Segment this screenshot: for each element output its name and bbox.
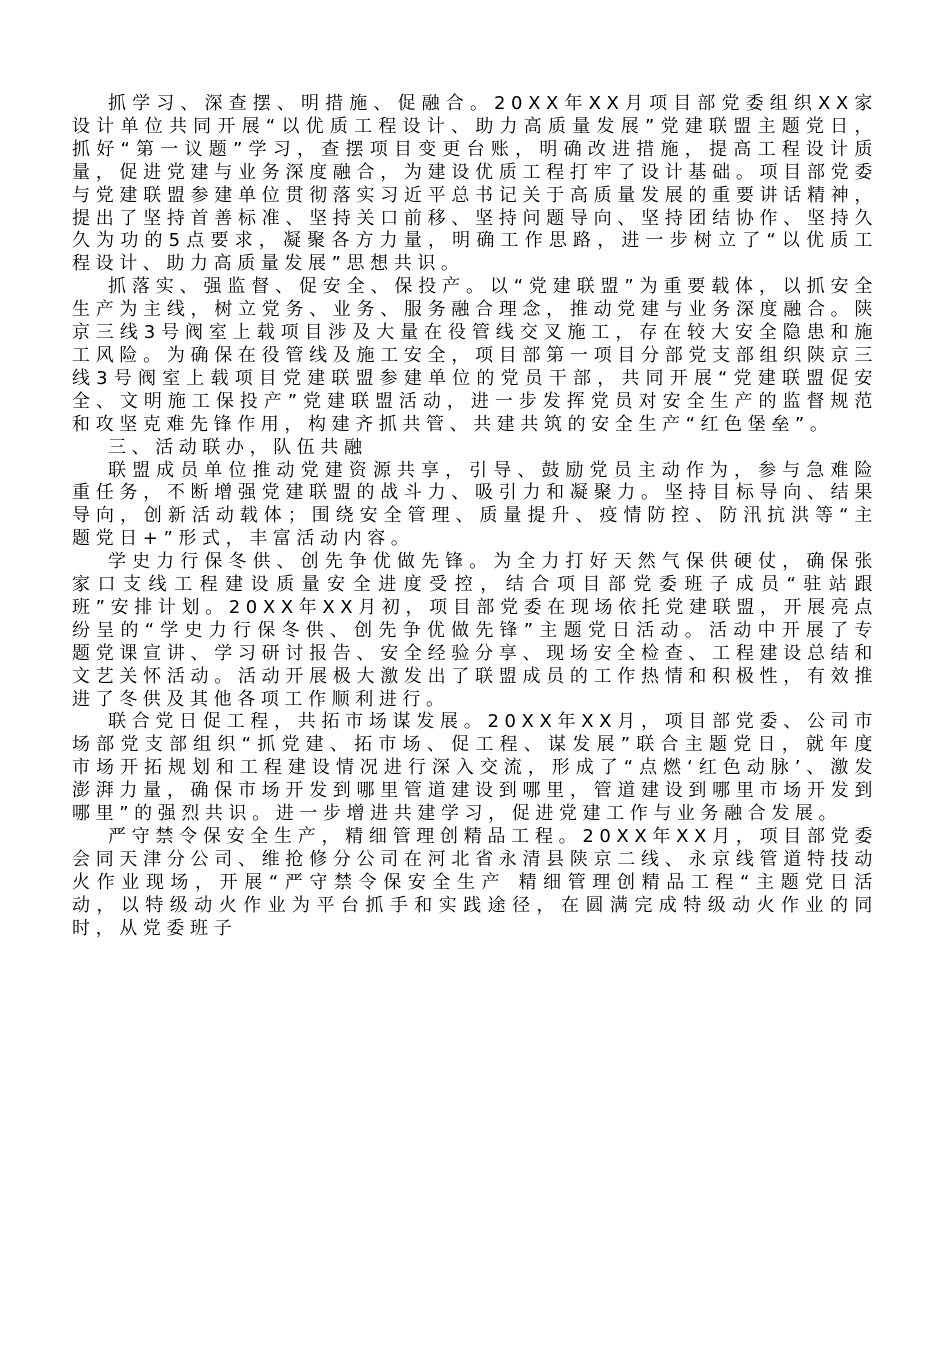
section-heading-activities: 三、活动联办，队伍共融: [108, 436, 368, 458]
document-body: [72, 93, 878, 941]
paragraph-joint-party-day: 联合党日促工程，共拓市场谋发展。20XX年XX月，项目部党委、公司市场部党支部组织“抓党建、拓市场、促工程、谋发展”联合主题党日，就年度市场开拓规划和工程建设情况进行深入交流，形成了“点燃‘红色动脉’、激发澎湃力量，确保市场开发到哪里管道建设到哪里，管道建设到哪里市场开发到哪里”的强烈共识。进一步增进共建学习，促进党建工作与业务融合发展。: [72, 711, 878, 825]
paragraph-winter-supply: 学史力行保冬供、创先争优做先锋。为全力打好天然气保供硬仗，确保张家口支线工程建设质量安全进度受控，结合项目部党委班子成员“驻站跟班”安排计划。20XX年XX月初，项目部党委在现场依托党建联盟，开展亮点纷呈的“学史力行保冬供、创先争优做先锋”主题党日活动。活动中开展了专题党课宣讲、学习研讨报告、安全经验分享、现场安全检查、工程建设总结和文艺关怀活动。活动开展极大激发出了联盟成员的工作热情和积极性，有效推进了冬供及其他各项工作顺利进行。: [72, 551, 878, 710]
paragraph-study-design: 抓学习、深查摆、明措施、促融合。20XX年XX月项目部党委组织XX家设计单位共同开展“以优质工程设计、助力高质量发展”党建联盟主题党日，抓好“第一议题”学习，查摆项目变更台账，明确改进措施，提高工程设计质量，促进党建与业务深度融合，为建设优质工程打牢了设计基础。项目部党委与党建联盟参建单位贯彻落实习近平总书记关于高质量发展的重要讲话精神，提出了坚持首善标准、坚持关口前移、坚持问题导向、坚持团结协作、坚持久久为功的5点要求，凝聚各方力量，明确工作思路，进一步树立了“以优质工程设计、助力高质量发展”思想共识。: [72, 93, 878, 275]
paragraph-safety-production: 严守禁令保安全生产，精细管理创精品工程。20XX年XX月，项目部党委会同天津分公司、维抢修分公司在河北省永清县陕京二线、永京线管道特技动火作业现场，开展“严守禁令保安全生产 精细管理创精品工程“主题党日活动，以特级动火作业为平台抓手和实践途径，在圆满完成特级动火作业的同时，从党委班子: [72, 826, 878, 939]
paragraph-resource-sharing: 联盟成员单位推动党建资源共享，引导、鼓励党员主动作为，参与急难险重任务，不断增强党建联盟的战斗力、吸引力和凝聚力。坚持目标导向、结果导向，创新活动载体；围绕安全管理、质量提升、疫情防控、防汛抗洪等“主题党日+”形式，丰富活动内容。: [72, 459, 878, 550]
paragraph-safety-supervision: 抓落实、强监督、促安全、保投产。以“党建联盟”为重要载体，以抓安全生产为主线，树立党务、业务、服务融合理念，推动党建与业务深度融合。陕京三线3号阀室上载项目涉及大量在役管线交叉施工，存在较大安全隐患和施工风险。为确保在役管线及施工安全，项目部第一项目分部党支部组织陕京三线3号阀室上载项目党建联盟参建单位的党员干部，共同开展“党建联盟促安全、文明施工保投产”党建联盟活动，进一步发挥党员对安全生产的监督规范和攻坚克难先锋作用，构建齐抓共管、共建共筑的安全生产“红色堡垒”。: [72, 276, 878, 435]
